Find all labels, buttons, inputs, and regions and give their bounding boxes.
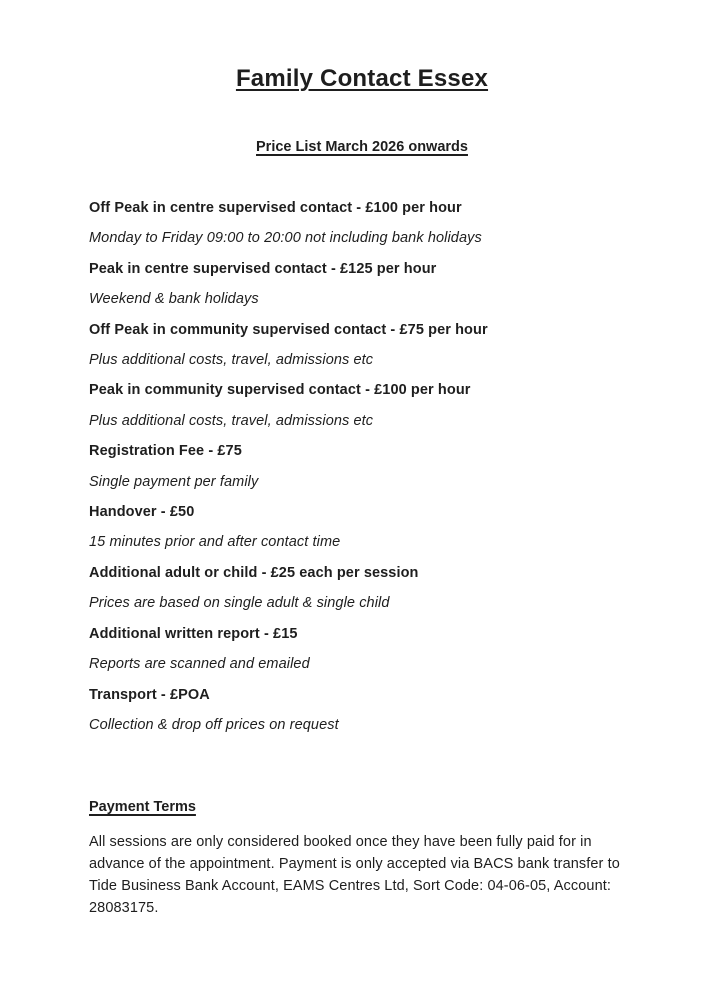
price-item-note: Weekend & bank holidays xyxy=(89,291,259,308)
price-item-label: Peak in centre supervised contact - £125 per hour xyxy=(89,260,437,277)
price-item-label: Off Peak in centre supervised contact - £100 per hour xyxy=(89,200,462,216)
price-item xyxy=(89,626,635,673)
document-subtitle: Price List March 2026 onwards xyxy=(256,139,468,155)
price-item-note: Monday to Friday 09:00 to 20:00 not including bank holidays xyxy=(89,230,482,247)
price-item xyxy=(89,322,635,369)
price-item-label: Off Peak in community supervised contact - £75 per hour xyxy=(89,321,488,338)
price-item-label: Additional written report - £15 xyxy=(89,625,298,642)
price-item-note: Single payment per family xyxy=(89,473,259,490)
payment-terms-heading: Payment Terms xyxy=(89,799,196,816)
price-item-label: Registration Fee - £75 xyxy=(89,443,242,460)
price-item-note: 15 minutes prior and after contact time xyxy=(89,534,341,551)
price-item xyxy=(89,687,635,734)
payment-terms-section xyxy=(89,799,635,919)
price-item-note: Prices are based on single adult & single child xyxy=(89,595,390,612)
price-item xyxy=(89,565,635,612)
price-item-note: Reports are scanned and emailed xyxy=(89,656,310,673)
price-item-note: Collection & drop off prices on request xyxy=(89,716,339,733)
price-item-label: Handover - £50 xyxy=(89,504,195,521)
price-item xyxy=(89,261,635,308)
price-item xyxy=(89,443,635,490)
price-item-label: Peak in community supervised contact - £100 per hour xyxy=(89,382,471,399)
price-list xyxy=(89,200,635,733)
price-item xyxy=(89,382,635,429)
price-item-note: Plus additional costs, travel, admissions etc xyxy=(89,412,374,429)
price-item-note: Plus additional costs, travel, admissions etc xyxy=(89,352,374,369)
price-item-label: Transport - £POA xyxy=(89,686,210,703)
price-item xyxy=(89,200,635,247)
document-title: Family Contact Essex xyxy=(235,65,489,92)
payment-terms-body: All sessions are only considered booked once they have been fully paid for in advance of the appointment. Payment is only accepted via BACS bank transfer to Tide Business Bank Account, EAMS Centres Ltd, Sort Code: 04-06-05, Account: 28083175. xyxy=(89,834,620,917)
price-item-label: Additional adult or child - £25 each per session xyxy=(89,564,419,581)
price-item xyxy=(89,504,635,551)
